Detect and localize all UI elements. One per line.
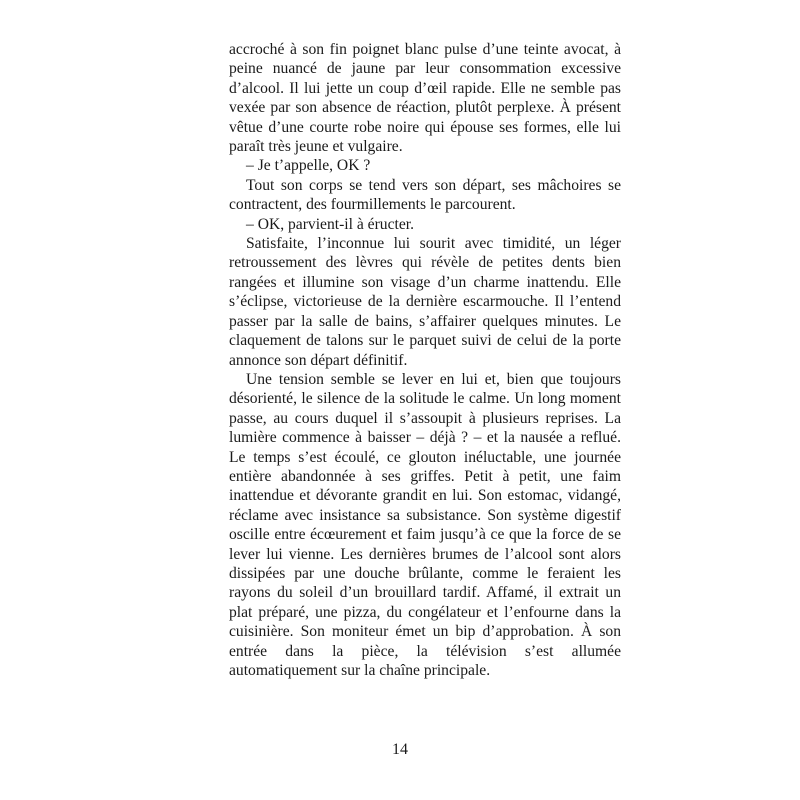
body-text bbox=[229, 40, 621, 680]
book-page bbox=[229, 40, 621, 680]
paragraph: Tout son corps se tend vers son départ, ses mâchoires se contractent, des fourmillements le parcourent. bbox=[229, 176, 621, 214]
dialogue-line: – OK, parvient-il à éructer. bbox=[246, 215, 414, 233]
paragraph: Une tension semble se lever en lui et, bien que toujours désorienté, le silence de la solitude le calme. Un long moment passe, au cours duquel il s’assoupit à plusieurs reprises. La lumière commence à baisser – déjà ? – et la nausée a reflué. Le temps s’est écoulé, ce glouton inéluctable, une journée entière abandonnée à ses griffes. Petit à petit, une faim inattendue et dévorante grandit en lui. Son estomac, vidangé, réclame avec insistance sa subsistance. Son système digestif oscille entre écœurement et faim jusqu’à ce que la force de se lever lui vienne. Les dernières brumes de l’alcool sont alors dissipées par une douche brûlante, comme le feraient les rayons du soleil d’un brouillard tardif. Affamé, il extrait un plat préparé, une pizza, du congélateur et l’enfourne dans la cuisinière. Son moniteur émet un bip d’approbation. À son entrée dans la pièce, la télévision s’est allumée automatiquement sur la chaîne principale. bbox=[229, 370, 621, 679]
paragraph: Satisfaite, l’inconnue lui sourit avec timidité, un léger retroussement des lèvres qui révèle de petites dents bien rangées et illumine son visage d’un charme inattendu. Elle s’éclipse, victorieuse de la dernière escarmouche. Il l’entend passer par la salle de bains, s’affairer quelques minutes. Le claquement de talons sur le parquet suivi de celui de la porte annonce son départ définitif. bbox=[229, 235, 621, 369]
paragraph: accroché à son fin poignet blanc pulse d’une teinte avocat, à peine nuancé de jaune par leur consommation excessive d’alcool. Il lui jette un coup d’œil rapide. Elle ne semble pas vexée par son absence de réaction, plutôt perplexe. À présent vêtue d’une courte robe noire qui épouse ses formes, elle lui paraît très jeune et vulgaire. bbox=[229, 41, 621, 156]
page-number: 14 bbox=[392, 741, 408, 758]
dialogue-line: – Je t’appelle, OK ? bbox=[246, 157, 371, 175]
